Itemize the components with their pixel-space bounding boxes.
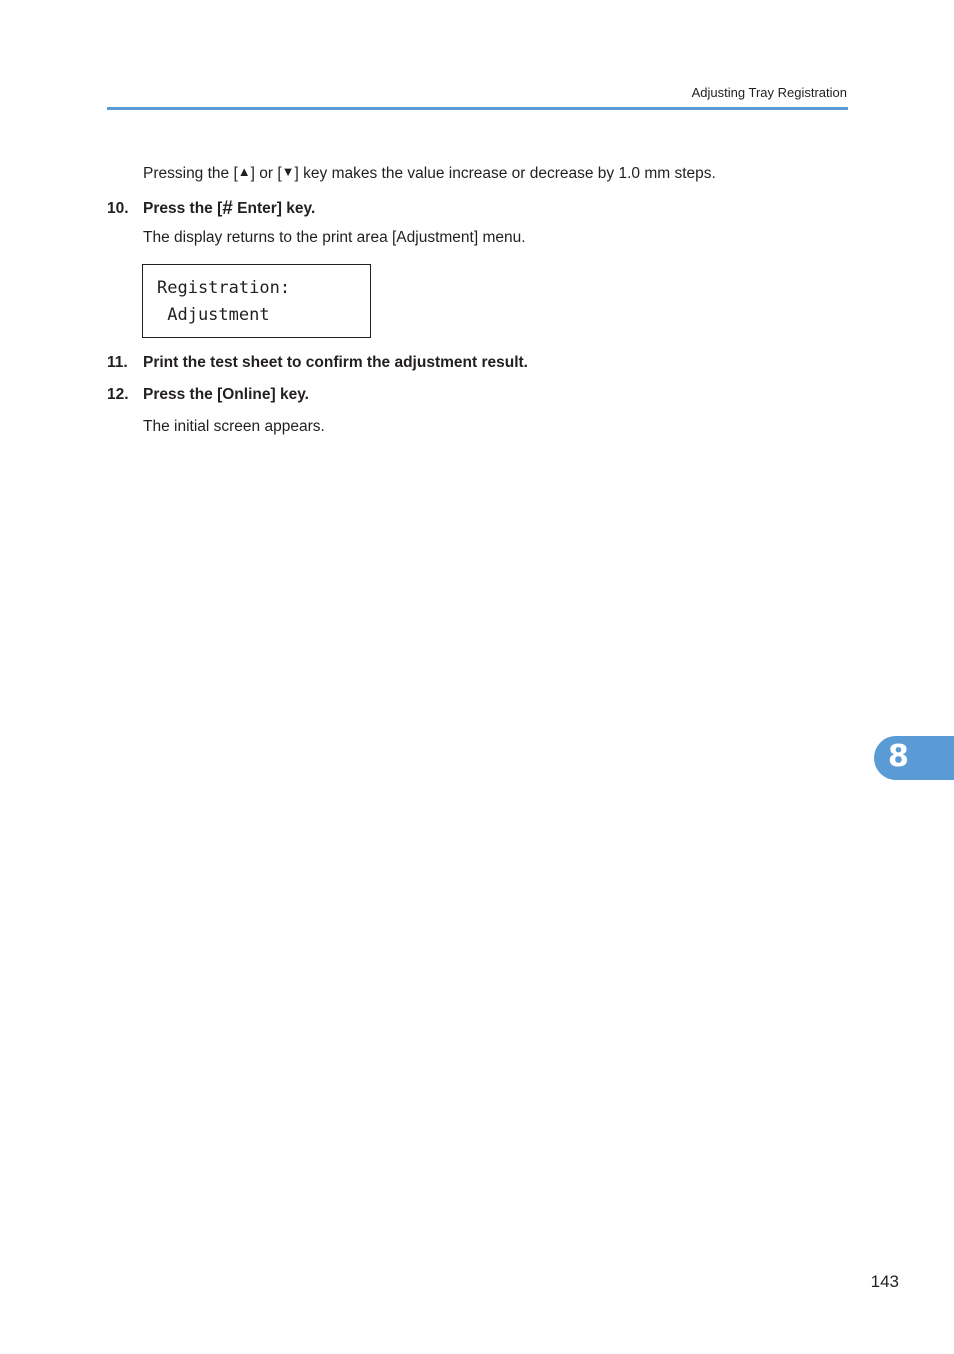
step-11	[107, 354, 528, 372]
step-10	[107, 197, 315, 219]
intro-prefix: Pressing the [	[143, 165, 238, 182]
step-12	[107, 386, 309, 404]
chapter-number: 8	[888, 739, 909, 774]
step-12-text: Press the [Online] key.	[143, 386, 309, 403]
up-arrow-icon: ▲	[237, 164, 251, 179]
step-number: 10.	[107, 200, 129, 217]
step-11-text: Print the test sheet to confirm the adjustment result.	[143, 354, 528, 371]
step-10-result: The display returns to the print area [Adjustment] menu.	[143, 229, 526, 246]
down-arrow-icon: ▼	[281, 164, 295, 179]
hash-key-icon: #	[222, 198, 233, 219]
intro-paragraph	[143, 165, 716, 183]
chapter-tab	[874, 736, 954, 780]
running-header: Adjusting Tray Registration	[691, 85, 847, 100]
intro-middle: ] or [	[250, 165, 282, 182]
step-number: 11.	[107, 354, 128, 371]
lcd-display-panel	[142, 264, 371, 338]
step-10-prefix: Press the [	[143, 200, 223, 217]
step-10-suffix: Enter] key.	[232, 200, 316, 217]
page-number: 143	[870, 1272, 899, 1291]
header-rule	[107, 107, 848, 110]
lcd-line-1: Registration:	[157, 278, 291, 298]
step-12-result: The initial screen appears.	[143, 418, 325, 435]
step-number: 12.	[107, 386, 129, 403]
lcd-line-2: Adjustment	[157, 305, 270, 325]
intro-suffix: ] key makes the value increase or decrease by 1.0 mm steps.	[294, 165, 716, 182]
